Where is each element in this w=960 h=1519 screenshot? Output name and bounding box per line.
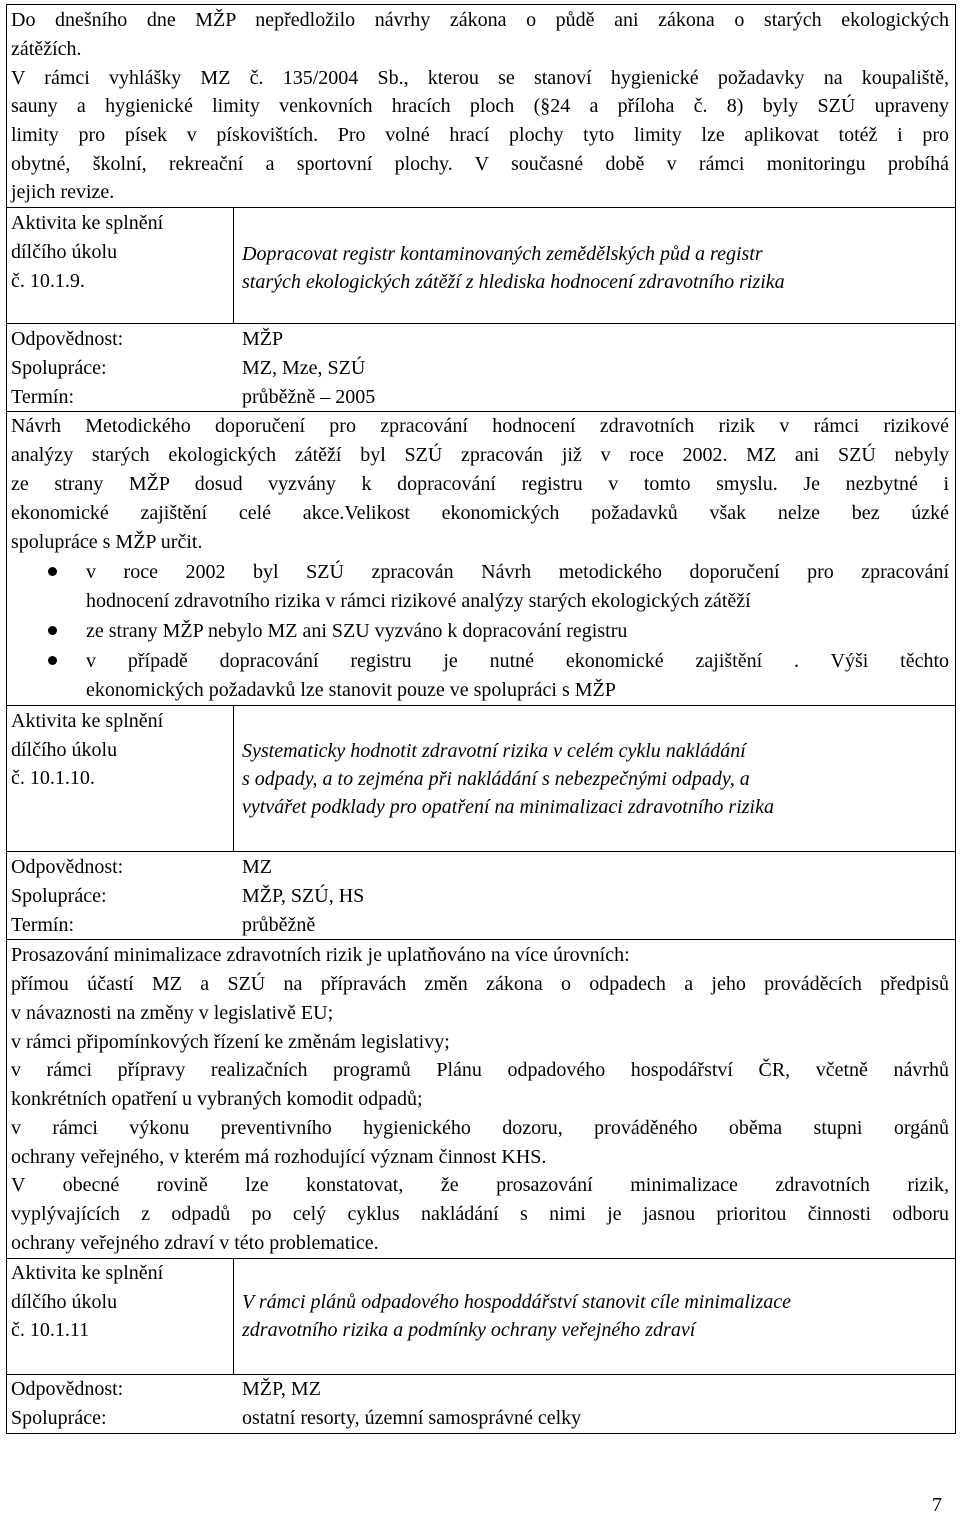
term-value: průběžně <box>242 914 316 936</box>
term-label: Termín: <box>11 914 75 936</box>
paragraph-line: ochrany veřejného, v kterém má rozhodující význam činnost KHS. <box>11 1146 547 1168</box>
activity-description: zdravotního rizika a podmínky ochrany veřejného zdraví <box>242 1319 696 1341</box>
divider <box>6 939 956 940</box>
paragraph-line: analýzy starých ekologických zátěží byl SZÚ zpracován již v roce 2002. MZ ani SZÚ nebyly <box>11 444 949 466</box>
activity-description: s odpady, a to zejména při nakládání s nebezpečnými odpady, a <box>242 768 750 790</box>
responsibility-value: MZ <box>242 856 272 878</box>
term-label: Termín: <box>11 386 75 408</box>
bullet-text: v případě dopracování registru je nutné ekonomické zajištění . Výši těchto <box>86 650 949 672</box>
divider <box>6 705 956 706</box>
activity-label: Aktivita ke splnění <box>11 710 164 732</box>
paragraph-line: v rámci přípravy realizačních programů Plánu odpadového hospodářství ČR, včetně návrhů <box>11 1059 949 1081</box>
bullet-icon <box>48 626 57 635</box>
intro-line: zátěžích. <box>11 38 82 60</box>
intro-line: limity pro písek v pískovištích. Pro volné hrací plochy tyto limity lze aplikovat totéž i pro <box>11 124 949 146</box>
cooperation-value: MŽP, SZÚ, HS <box>242 885 365 907</box>
paragraph-line: spolupráce s MŽP určit. <box>11 531 203 553</box>
paragraph-line: konkrétních opatření u vybraných komodit odpadů; <box>11 1088 423 1110</box>
bullet-icon <box>48 656 57 665</box>
paragraph-line: v rámci výkonu preventivního hygienického dozoru, prováděného oběma stupni orgánů <box>11 1117 949 1139</box>
activity-description: V rámci plánů odpadového hospoddářství stanovit cíle minimalizace <box>242 1291 792 1313</box>
divider <box>6 851 956 852</box>
paragraph-line: ochrany veřejného zdraví v této problematice. <box>11 1232 379 1254</box>
responsibility-label: Odpovědnost: <box>11 328 124 350</box>
paragraph-line: Návrh Metodického doporučení pro zpracování hodnocení zdravotních rizik v rámci rizikové <box>11 415 949 437</box>
activity-label: Aktivita ke splnění <box>11 212 164 234</box>
activity-label: dílčího úkolu <box>11 1291 118 1313</box>
cooperation-label: Spolupráce: <box>11 885 107 907</box>
page-number: 7 <box>932 1494 942 1516</box>
intro-line: V rámci vyhlášky MZ č. 135/2004 Sb., kterou se stanoví hygienické požadavky na koupaliště, <box>11 67 949 89</box>
paragraph-line: Prosazování minimalizace zdravotních rizik je uplatňováno na více úrovních: <box>11 944 630 966</box>
bullet-text: ze strany MŽP nebylo MZ ani SZU vyzváno k dopracování registru <box>86 620 628 642</box>
bullet-text: v roce 2002 byl SZÚ zpracován Návrh metodického doporučení pro zpracování <box>86 561 949 583</box>
divider <box>233 1258 234 1374</box>
intro-line: sauny a hygienické limity venkovních hracích ploch (§24 a příloha č. 8) byly SZÚ upraveny <box>11 95 949 117</box>
paragraph-line: ekonomické zajištění celé akce.Velikost ekonomických požadavků však nelze bez úzké <box>11 502 949 524</box>
responsibility-label: Odpovědnost: <box>11 856 124 878</box>
bullet-text: ekonomických požadavků lze stanovit pouze ve spolupráci s MŽP <box>86 679 616 701</box>
intro-line: jejich revize. <box>11 181 115 203</box>
activity-description: Dopracovat registr kontaminovaných zemědělských půd a registr <box>242 243 763 265</box>
activity-label: Aktivita ke splnění <box>11 1262 164 1284</box>
paragraph-line: v návaznosti na změny v legislativě EU; <box>11 1002 334 1024</box>
divider <box>233 705 234 851</box>
activity-number: č. 10.1.10. <box>11 767 95 789</box>
divider <box>6 323 956 324</box>
bullet-icon <box>48 567 57 576</box>
divider <box>6 207 956 208</box>
activity-label: dílčího úkolu <box>11 739 118 761</box>
activity-description: vytvářet podklady pro opatření na minimalizaci zdravotního rizika <box>242 796 774 818</box>
responsibility-value: MŽP <box>242 328 284 350</box>
cooperation-value: ostatní resorty, územní samosprávné celky <box>242 1407 582 1429</box>
paragraph-line: v rámci připomínkových řízení ke změnám legislativy; <box>11 1031 450 1053</box>
bullet-text: hodnocení zdravotního rizika v rámci rizikové analýzy starých ekologických zátěží <box>86 590 751 612</box>
divider <box>6 1374 956 1375</box>
paragraph-line: V obecné rovině lze konstatovat, že prosazování minimalizace zdravotních rizik, <box>11 1174 949 1196</box>
intro-line: obytné, školní, rekreační a sportovní plochy. V současné době v rámci monitoringu probíhá <box>11 153 949 175</box>
paragraph-line: vyplývajících z odpadů po celý cyklus nakládání s nimi je jasnou prioritou činnosti odboru <box>11 1203 949 1225</box>
activity-number: č. 10.1.9. <box>11 270 85 292</box>
activity-number: č. 10.1.11 <box>11 1319 90 1341</box>
activity-label: dílčího úkolu <box>11 241 118 263</box>
activity-description: Systematicky hodnotit zdravotní rizika v celém cyklu nakládání <box>242 740 746 762</box>
intro-line: Do dnešního dne MŽP nepředložilo návrhy zákona o půdě ani zákona o starých ekologických <box>11 9 949 31</box>
activity-description: starých ekologických zátěží z hlediska hodnocení zdravotního rizika <box>242 271 785 293</box>
responsibility-label: Odpovědnost: <box>11 1378 124 1400</box>
paragraph-line: přímou účastí MZ a SZÚ na přípravách změn zákona o odpadech a jeho prováděcích předpisů <box>11 973 949 995</box>
responsibility-value: MŽP, MZ <box>242 1378 321 1400</box>
divider <box>233 207 234 323</box>
cooperation-label: Spolupráce: <box>11 357 107 379</box>
term-value: průběžně – 2005 <box>242 386 376 408</box>
cooperation-value: MZ, Mze, SZÚ <box>242 357 366 379</box>
paragraph-line: ze strany MŽP dosud vyzvány k dopracování registru v tomto smyslu. Je nezbytné i <box>11 473 949 495</box>
cooperation-label: Spolupráce: <box>11 1407 107 1429</box>
